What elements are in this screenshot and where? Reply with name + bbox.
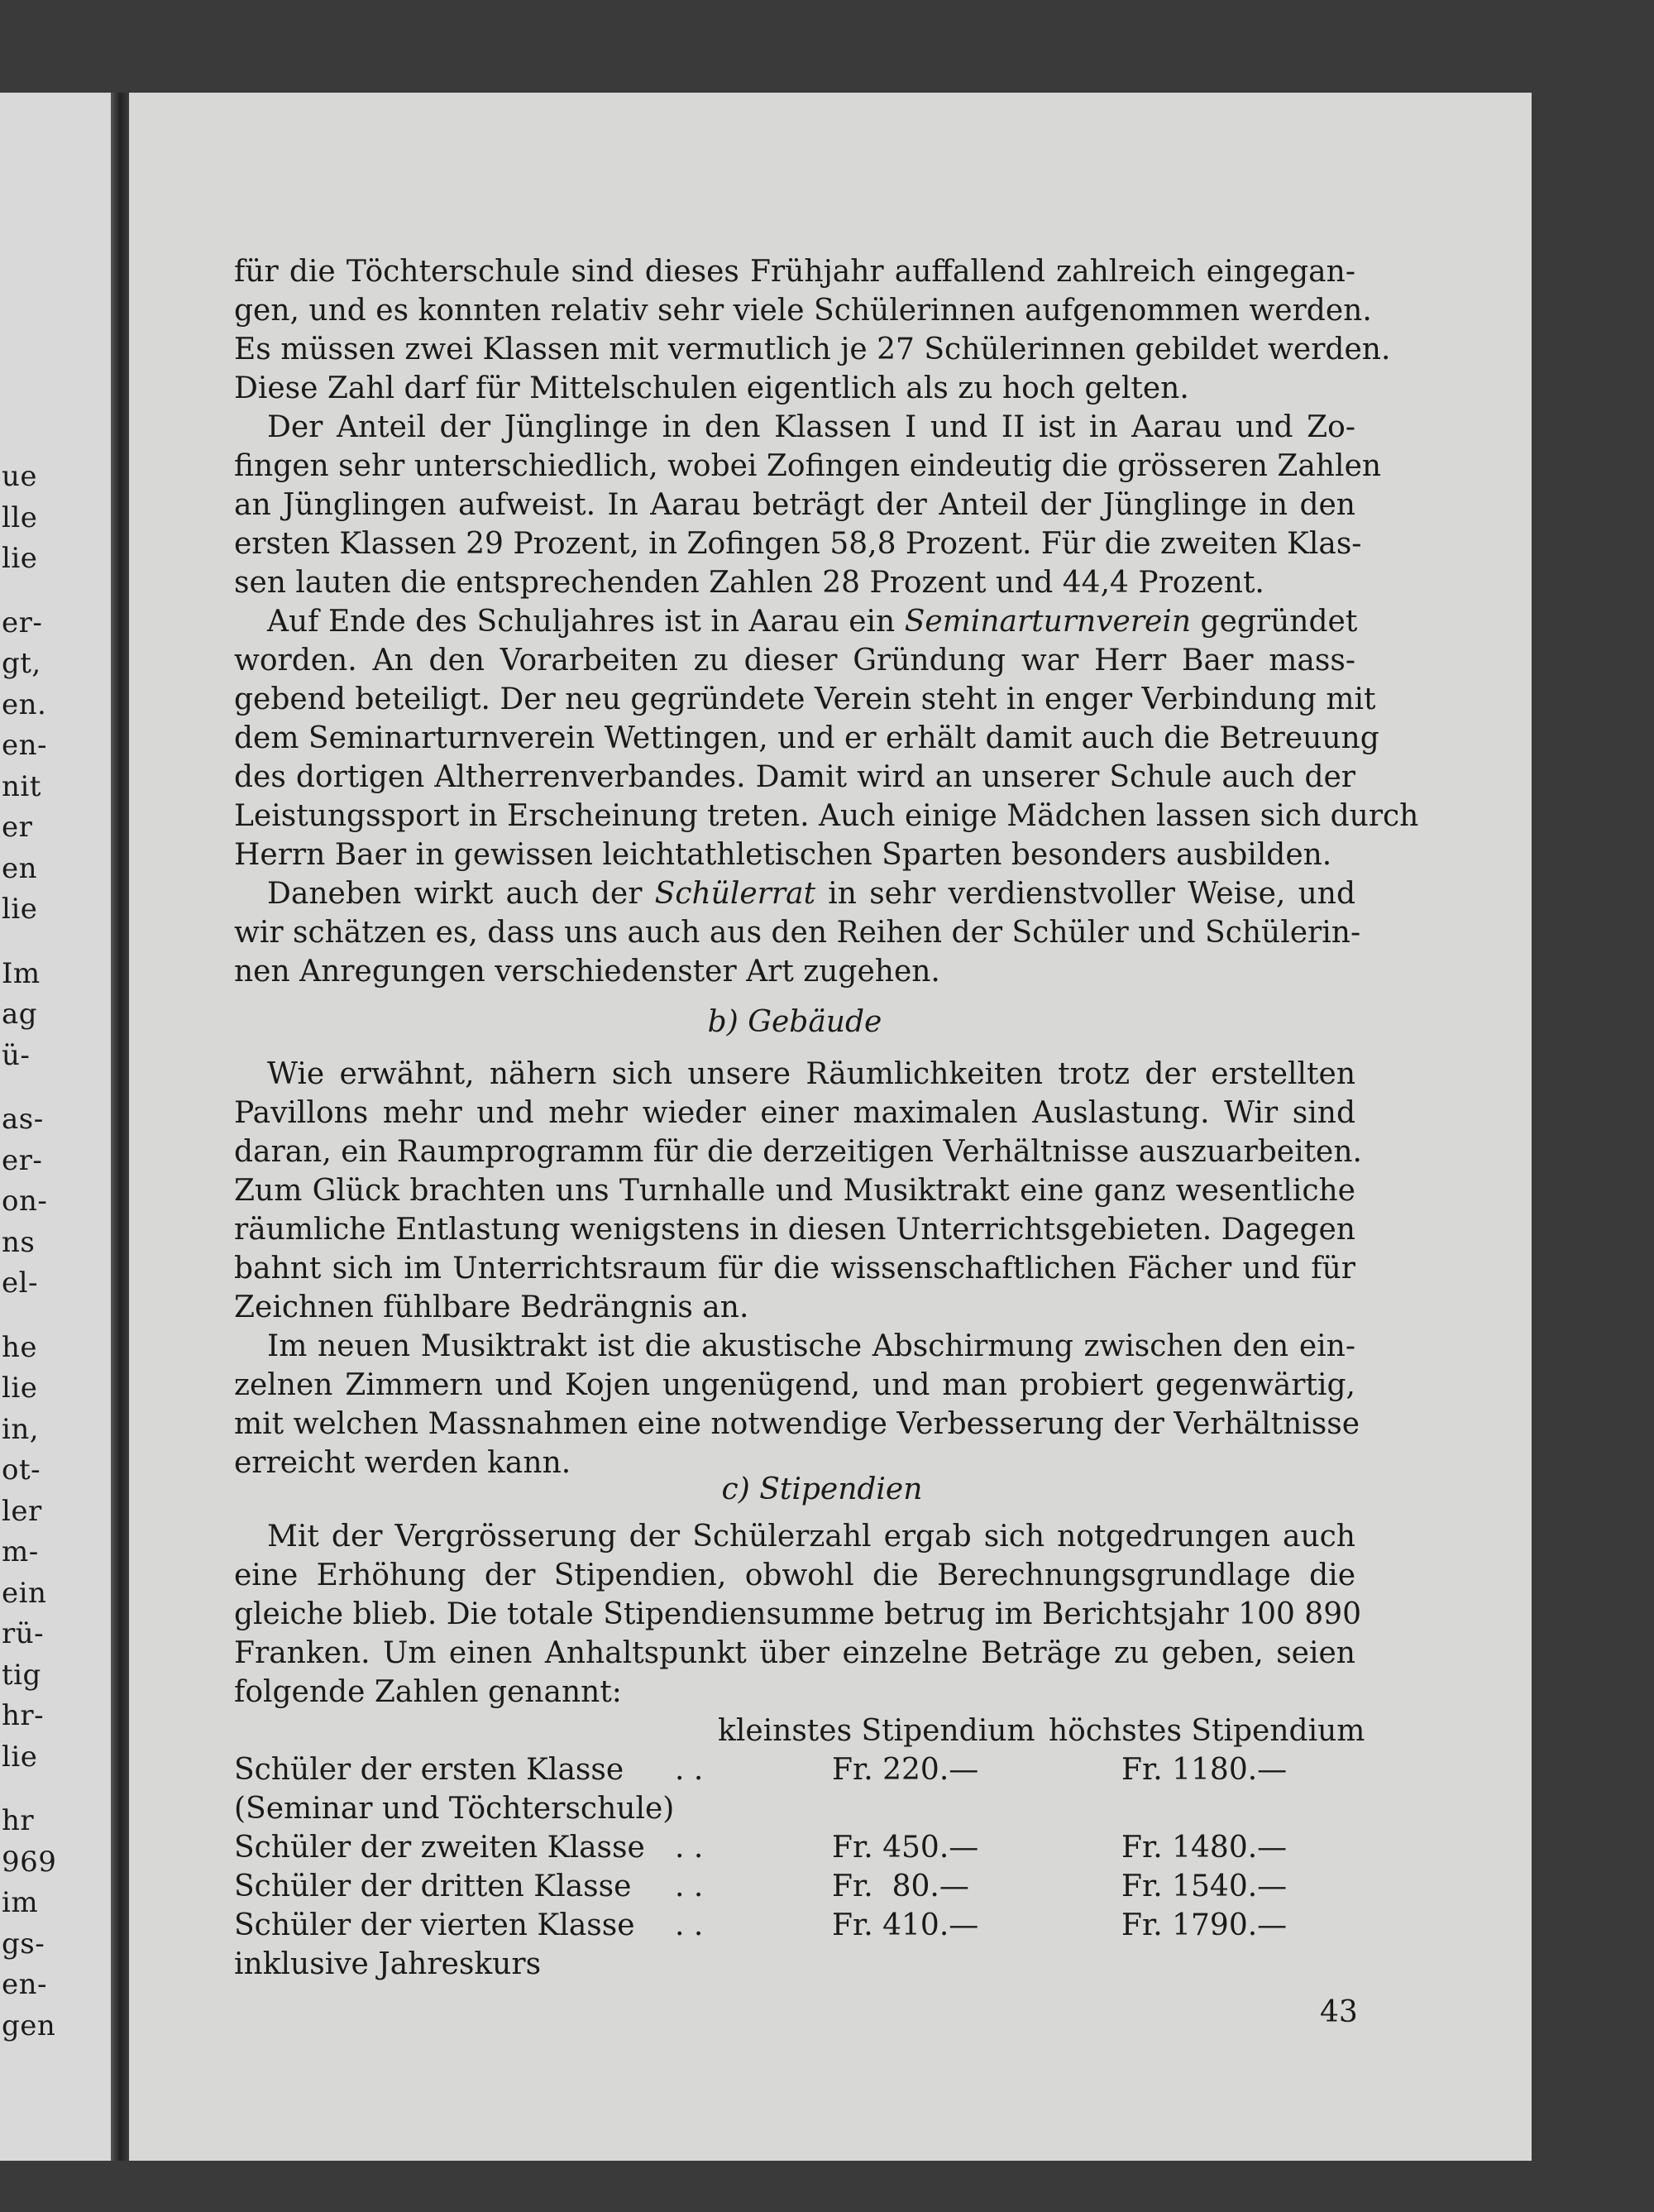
left-fragment: er	[2, 811, 33, 844]
text-line: folgende Zahlen genannt:	[234, 1675, 622, 1709]
left-fragment: ein	[2, 1576, 47, 1610]
text-line: Pavillons mehr und mehr wieder einer maximalen Auslastung. Wir sind	[234, 1096, 1355, 1130]
text-line: Auf Ende des Schuljahres ist in Aarau ein Seminarturnverein gegründet	[267, 605, 1358, 639]
table-cell-max: Fr. 1540.—	[1121, 1870, 1288, 1903]
left-fragment: rü-	[2, 1617, 45, 1650]
text-line: gebend beteiligt. Der neu gegründete Verein steht in enger Verbindung mit	[234, 682, 1376, 716]
left-fragment: lle	[2, 500, 38, 534]
left-fragment: as-	[2, 1103, 44, 1136]
emphasis-schuelerrat: Schülerrat	[654, 877, 816, 911]
table-row-label: Schüler der dritten Klasse	[234, 1870, 632, 1903]
text-line: Der Anteil der Jünglinge in den Klassen I und II ist in Aarau und Zo-	[267, 410, 1355, 444]
text-line: zelnen Zimmern und Kojen ungenügend, und man probiert gegenwärtig,	[234, 1368, 1355, 1402]
left-fragment: in,	[2, 1412, 40, 1446]
table-header-max: höchstes Stipendium	[1049, 1714, 1365, 1748]
text-line: bahnt sich im Unterrichtsraum für die wissenschaftlichen Fächer und für	[234, 1252, 1355, 1286]
left-page	[0, 93, 111, 2161]
left-fragment: gt,	[2, 647, 41, 680]
left-fragment: gs-	[2, 1927, 45, 1961]
table-header-min: kleinstes Stipendium	[718, 1714, 1035, 1748]
left-fragment: ns	[2, 1225, 36, 1259]
emphasis-seminarturnverein: Seminarturnverein	[904, 605, 1192, 639]
text-line: gen, und es konnten relativ sehr viele Schülerinnen aufgenommen werden.	[234, 294, 1372, 328]
text-line: Wie erwähnt, nähern sich unsere Räumlichkeiten trotz der erstellten	[267, 1057, 1355, 1091]
text-line: Leistungssport in Erscheinung treten. Auch einige Mädchen lassen sich durch	[234, 799, 1419, 833]
left-fragment: lie	[2, 1372, 38, 1405]
book-gutter	[111, 93, 129, 2161]
left-fragment: lie	[2, 1740, 38, 1774]
text-line: räumliche Entlastung wenigstens in diesen Unterrichtsgebieten. Dagegen	[234, 1213, 1355, 1247]
text-line: Es müssen zwei Klassen mit vermutlich je 27 Schülerinnen gebildet werden.	[234, 333, 1391, 366]
left-fragment: gen	[2, 2009, 56, 2042]
left-fragment: en-	[2, 729, 48, 762]
text-line: nen Anregungen verschiedenster Art zugehen.	[234, 955, 940, 989]
text-line: gleiche blieb. Die totale Stipendiensumme betrug im Berichtsjahr 100 890	[234, 1597, 1362, 1631]
text-line: Zeichnen fühlbare Bedrängnis an.	[234, 1290, 749, 1324]
left-fragment: tig	[2, 1658, 41, 1692]
left-fragment: er-	[2, 606, 43, 639]
text-line: an Jünglingen aufweist. In Aarau beträgt der Anteil der Jünglinge in den	[234, 488, 1355, 522]
left-fragment: ag	[2, 998, 38, 1031]
left-page-text	[2, 457, 56, 2047]
table-cell-max: Fr. 1790.—	[1121, 1908, 1288, 1942]
text-line: daran, ein Raumprogramm für die derzeitigen Verhältnisse auszuarbeiten.	[234, 1135, 1362, 1169]
left-fragment: ü-	[2, 1038, 31, 1072]
table-row-label: Schüler der vierten Klasse	[234, 1908, 635, 1942]
table-row-dots: . .	[675, 1870, 704, 1903]
section-heading-stipendien: c) Stipendien	[721, 1472, 923, 1506]
table-row-label: Schüler der ersten Klasse	[234, 1753, 624, 1787]
left-fragment: en-	[2, 1968, 48, 2001]
left-fragment: hr-	[2, 1699, 45, 1732]
left-fragment: el-	[2, 1266, 38, 1300]
left-fragment: m-	[2, 1535, 39, 1568]
text-line: Daneben wirkt auch der Schülerrat in sehr verdienstvoller Weise, und	[267, 877, 1356, 911]
table-row-label: Schüler der zweiten Klasse	[234, 1831, 645, 1865]
table-row-dots: . .	[675, 1908, 704, 1942]
right-page	[129, 93, 1532, 2161]
text-line: Mit der Vergrösserung der Schülerzahl ergab sich notgedrungen auch	[267, 1520, 1355, 1554]
table-cell-min: Fr. 80.—	[832, 1870, 969, 1903]
left-fragment: he	[2, 1330, 38, 1364]
table-row-dots: . .	[675, 1831, 704, 1865]
table-row-label: inklusive Jahreskurs	[234, 1947, 542, 1981]
left-fragment: ot-	[2, 1453, 41, 1487]
table-cell-max: Fr. 1180.—	[1121, 1753, 1288, 1787]
text-line: für die Töchterschule sind dieses Frühjahr auffallend zahlreich eingegan-	[234, 255, 1355, 289]
text-line: eine Erhöhung der Stipendien, obwohl die Berechnungsgrundlage die	[234, 1558, 1355, 1592]
text-line: Herrn Baer in gewissen leichtathletischen Sparten besonders ausbilden.	[234, 838, 1332, 872]
text-line: Diese Zahl darf für Mittelschulen eigentlich als zu hoch gelten.	[234, 371, 1189, 405]
text-line: fingen sehr unterschiedlich, wobei Zofingen eindeutig die grösseren Zahlen	[234, 449, 1382, 483]
left-fragment: en.	[2, 687, 47, 721]
left-fragment: lie	[2, 893, 38, 926]
text-line: sen lauten die entsprechenden Zahlen 28 Prozent und 44,4 Prozent.	[234, 566, 1264, 600]
table-cell-min: Fr. 450.—	[832, 1831, 979, 1865]
left-fragment: lie	[2, 542, 38, 575]
left-fragment: nit	[2, 769, 41, 803]
text-line: ersten Klassen 29 Prozent, in Zofingen 58,8 Prozent. Für die zweiten Klas-	[234, 527, 1362, 561]
left-fragment: Im	[2, 956, 41, 990]
table-row-label: (Seminar und Töchterschule)	[234, 1792, 675, 1826]
text-line: des dortigen Altherrenverbandes. Damit wird an unserer Schule auch der	[234, 760, 1355, 794]
text-line: Im neuen Musiktrakt ist die akustische Abschirmung zwischen den ein-	[267, 1329, 1355, 1363]
text-line: erreicht werden kann.	[234, 1446, 571, 1480]
table-cell-min: Fr. 220.—	[832, 1753, 979, 1787]
text-line: mit welchen Massnahmen eine notwendige Verbesserung der Verhältnisse	[234, 1407, 1360, 1441]
table-cell-min: Fr. 410.—	[832, 1908, 979, 1942]
left-fragment: im	[2, 1886, 39, 1919]
text-line: worden. An den Vorarbeiten zu dieser Gründung war Herr Baer mass-	[234, 644, 1355, 677]
text-line: wir schätzen es, dass uns auch aus den Reihen der Schüler und Schülerin-	[234, 916, 1361, 950]
left-fragment: hr	[2, 1804, 35, 1837]
left-fragment: ler	[2, 1494, 42, 1528]
text-line: Zum Glück brachten uns Turnhalle und Musiktrakt eine ganz wesentliche	[234, 1174, 1355, 1208]
table-cell-max: Fr. 1480.—	[1121, 1831, 1288, 1865]
section-heading-gebaeude: b) Gebäude	[707, 1005, 882, 1039]
left-fragment: er-	[2, 1143, 43, 1177]
left-fragment: en	[2, 851, 38, 885]
table-row-dots: . .	[675, 1753, 704, 1787]
left-fragment: on-	[2, 1185, 48, 1218]
left-fragment: 969	[2, 1845, 57, 1879]
text-line: Franken. Um einen Anhaltspunkt über einzelne Beträge zu geben, seien	[234, 1636, 1355, 1670]
text-line: dem Seminarturnverein Wettingen, und er erhält damit auch die Betreuung	[234, 721, 1379, 755]
page-number: 43	[1320, 1995, 1358, 2029]
left-fragment: ue	[2, 460, 38, 493]
